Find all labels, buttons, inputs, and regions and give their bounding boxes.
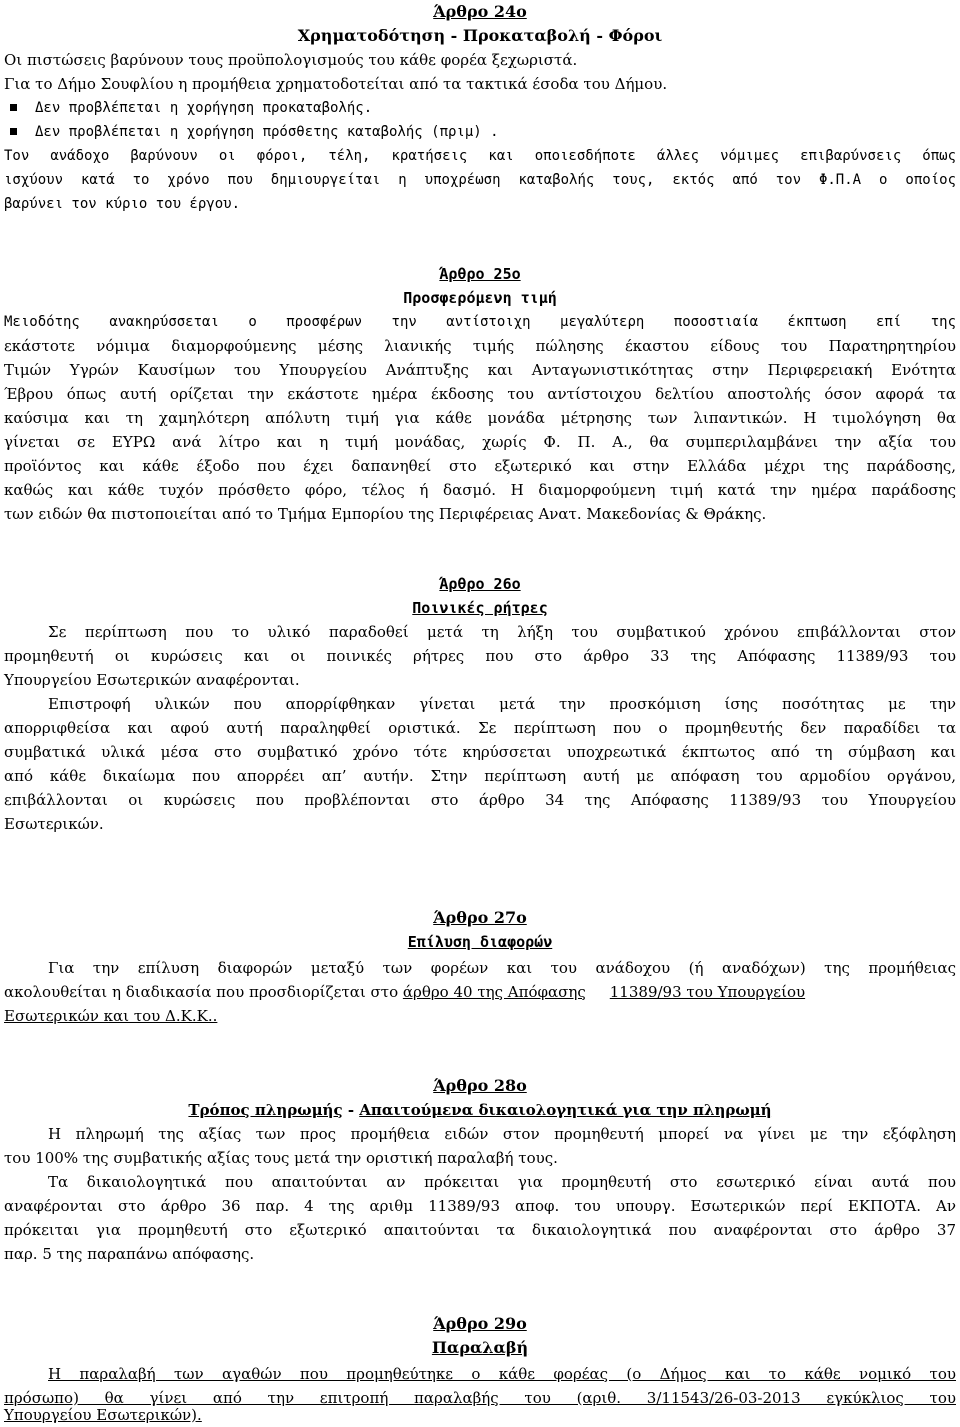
article-26-title: Ποινικές ρήτρες (412, 599, 548, 617)
article-24-line: Για το Δήμο Σουφλίου η προμήθεια χρηματοδοτείται από τα τακτικά έσοδα του Δήμου. (4, 75, 668, 93)
article-29-heading: Άρθρο 29ο (433, 1314, 527, 1333)
article-28-title (4, 1098, 956, 1122)
article-24-heading: Άρθρο 24ο (433, 2, 527, 21)
article-24-line: Οι πιστώσεις βαρύνουν τους προϋπολογισμούς του κάθε φορέα ξεχωριστά. (4, 51, 578, 69)
article-27-title: Επίλυση διαφορών (407, 933, 553, 951)
article-28-line: Τα δικαιολογητικά που απαιτούνται αν πρόκειται για προμηθευτή στο εσωτερικό είναι αυτά που (48, 1173, 956, 1191)
article-25-line: γίνεται σε ΕΥΡΩ ανά λίτρο και η τιμή μονάδας, χωρίς Φ. Π. Α., θα συμπεριλαμβάνει την αξία του (4, 433, 956, 451)
article-29-title: Παραλαβή (431, 1338, 529, 1357)
article-26-line: Σε περίπτωση που το υλικό παραδοθεί μετά τη λήξη του συμβατικού χρόνου επιβάλλονται στον (48, 623, 956, 641)
article-26-line: απορριφθείσα και αφού αυτή παραληφθεί οριστικά. Σε περίπτωση που ο προμηθευτής δεν παραδίδει τα (4, 719, 956, 737)
bullet-text: Δεν προβλέπεται η χορήγηση πρόσθετης καταβολής (πριμ) . (35, 124, 499, 140)
article-26-line: Υπουργείου Εσωτερικών αναφέρονται. (4, 671, 300, 689)
article-29-line: πρόσωπο) θα γίνει από την επιτροπή παραλαβής του (αριθ. 3/11543/26-03-2013 εγκύκλιος του (4, 1389, 956, 1407)
article-24-paragraph-line: Τον ανάδοχο βαρύνουν οι φόροι, τέλη, κρατήσεις και οποιεσδήποτε άλλες νόμιμες επιβαρύνσεις όπως (4, 148, 956, 164)
article-27-line: Εσωτερικών και του Δ.Κ.Κ.. (4, 1007, 218, 1025)
article-25-line: Μειοδότης ανακηρύσσεται ο προσφέρων την αντίστοιχη μεγαλύτερη ποσοστιαία έκπτωση επί της (4, 314, 956, 330)
article-25-line: καθώς και κάθε τυχόν πρόσθετο φόρο, τέλος ή δασμό. Η διαμορφούμενη τιμή κατά την ημέρα παράδοσης (4, 481, 956, 499)
article-25-line: προϊόντος και κάθε έξοδο που έχει δαπανηθεί στο εξωτερικό και στην Ελλάδα μέχρι της παράδοσης, (4, 457, 956, 475)
article-26-line: Εσωτερικών. (4, 815, 104, 833)
article-26-line: επιβάλλονται οι κυρώσεις που προβλέπονται στο άρθρο 34 της Απόφασης 11389/93 του Υπουργείου (4, 791, 956, 809)
article-27-line: Για την επίλυση διαφορών μεταξύ των φορέων και του ανάδοχου (ή αναδόχων) της προμήθειας (48, 959, 956, 977)
article-25-line: Τιμών Υγρών Καυσίμων του Υπουργείου Ανάπτυξης και Ανταγωνιστικότητας στην Περιφερειακή Ενότητα (4, 361, 956, 379)
article-28-line: Η πληρωμή της αξίας των προς προμήθεια ειδών στον προμηθευτή μπορεί να γίνει με την εξόφληση (48, 1125, 956, 1143)
article-28-line: παρ. 5 της παραπάνω απόφασης. (4, 1245, 255, 1263)
article-27-line (4, 980, 956, 1004)
article-25-line: καύσιμα και τη χαμηλότερη απόλυτη τιμή για κάθε μονάδα μέτρησης των λιπαντικών. Η τιμολόγηση θα (4, 409, 956, 427)
article-24-bullet (8, 120, 960, 144)
article-25-line: Έβρου όπως αυτή ορίζεται την εκάστοτε ημέρα έκδοσης του αντίστοιχου δελτίου αποστολής όσον αφορά τα (4, 385, 956, 403)
bullet-square-icon (10, 104, 17, 111)
article-29-line: Η παραλαβή των αγαθών που προμηθεύτηκε ο κάθε φορέας (ο Δήμος και το κάθε νομικό του (48, 1365, 956, 1383)
article-25-line: εκάστοτε νόμιμα διαμορφούμενης μέσης λιανικής τιμής πώλησης έκαστου είδους του Παρατηρητηρίου (4, 337, 956, 355)
article-26-line: από κάθε δικαίωμα που απορρέει απ’ αυτήν. Στην περίπτωση αυτή με απόφαση του αρμοδίου οργάνου, (4, 767, 956, 785)
article-28-title-part: Τρόπος πληρωμής (188, 1101, 343, 1119)
article-28-title-part: - (342, 1101, 360, 1119)
article-27-text: ακολουθείται η διαδικασία που προσδιορίζεται στο (4, 983, 403, 1001)
article-24-title: Χρηματοδότηση - Προκαταβολή - Φόροι (297, 26, 663, 45)
article-25-title: Προσφερόμενη τιμή (403, 289, 557, 307)
article-28-line: αναφέρονται στο άρθρο 36 παρ. 4 της αριθμ 11389/93 αποφ. του υπουργ. Εσωτερικών περί ΕΚΠΟΤΑ. Αν (4, 1197, 956, 1215)
article-24-bullet (8, 96, 960, 120)
article-27-heading: Άρθρο 27ο (433, 908, 527, 927)
article-24-paragraph-line: ισχύουν κατά το χρόνο που δημιουργείται η υποχρέωση καταβολής τους, εκτός από τον Φ.Π.Α ο οποίος (4, 172, 956, 188)
article-28-heading: Άρθρο 28ο (433, 1076, 527, 1095)
article-40-reference: άρθρο 40 της Απόφασης (402, 983, 586, 1001)
article-25-heading: Άρθρο 25ο (439, 265, 521, 283)
article-24-paragraph-line: βαρύνει τον κύριο του έργου. (4, 196, 241, 212)
article-26-line: συμβατικά υλικά μέσα στο συμβατικό χρόνο τότε κηρύσσεται υποχρεωτικά έκπτωτος από τη σύμβαση και (4, 743, 956, 761)
article-26-line: προμηθευτή οι κυρώσεις και οι ποινικές ρήτρες που στο άρθρο 33 της Απόφασης 11389/93 του (4, 647, 956, 665)
article-26-line: Επιστροφή υλικών που απορρίφθηκαν γίνεται μετά την προσκόμιση ίσης ποσότητας με την (48, 695, 956, 713)
article-25-line: των ειδών θα πιστοποιείται από το Τμήμα Εμπορίου της Περιφέρειας Ανατ. Μακεδονίας & Θράκης. (4, 505, 767, 523)
article-29-line: Υπουργείου Εσωτερικών). (4, 1406, 202, 1424)
bullet-text: Δεν προβλέπεται η χορήγηση προκαταβολής. (35, 100, 373, 116)
bullet-square-icon (10, 128, 17, 135)
article-26-heading: Άρθρο 26ο (439, 575, 521, 593)
decision-reference: 11389/93 του Υπουργείου (609, 983, 806, 1001)
article-28-line: του 100% της συμβατικής αξίας τους μετά την οριστική παραλαβή τους. (4, 1149, 558, 1167)
article-28-title-part: Απαιτούμενα δικαιολογητικά για την πληρωμή (359, 1101, 772, 1119)
article-28-line: πρόκειται για προμηθευτή στο εξωτερικό απαιτούνται τα δικαιολογητικά που αναφέρονται στο άρθρο 37 (4, 1221, 956, 1239)
